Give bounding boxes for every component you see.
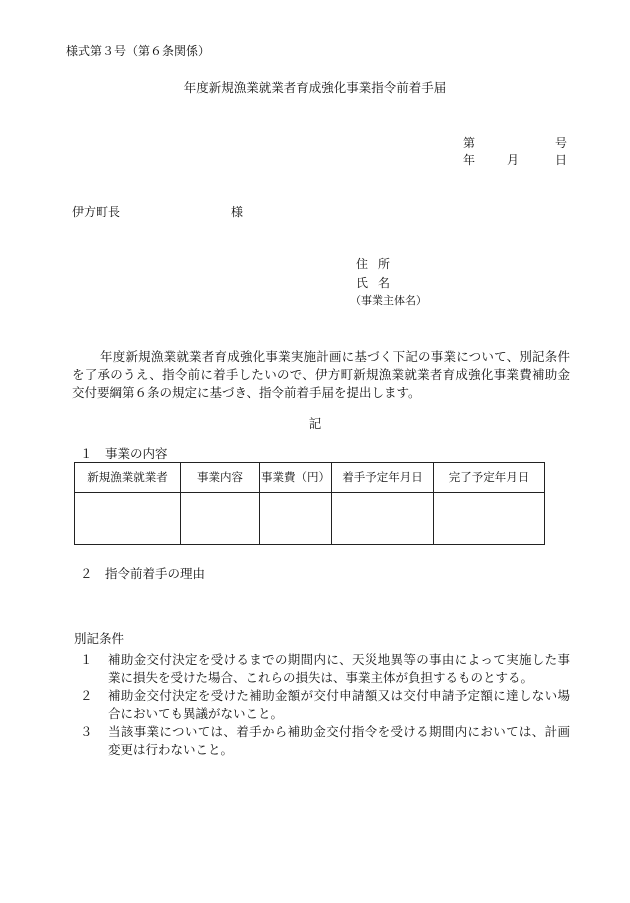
- section-2-title: ２ 指令前着手の理由: [80, 566, 206, 581]
- condition-item: [80, 723, 570, 759]
- date-year-label: 年: [463, 153, 476, 167]
- ki-heading: 記: [308, 416, 322, 431]
- cell-new-fisher[interactable]: [75, 493, 181, 545]
- addressee-honorific: 様: [231, 205, 244, 219]
- section-1-title: １ 事業の内容: [80, 446, 168, 461]
- header-new-fisher: 新規漁業就業者: [75, 463, 181, 493]
- date-row: [463, 153, 567, 167]
- document-title: 年度新規漁業就業者育成強化事業指令前着手届: [183, 80, 447, 95]
- notification-body-text: 年度新規漁業就業者育成強化事業実施計画に基づく下記の事業について、別記条件を了承のうえ、指令前に着手したいので、伊方町新規漁業就業者育成強化事業費補助金交付要綱第６条の規定に基づき、指令前着手届を提出します。: [72, 349, 570, 400]
- document-number-row: [463, 136, 567, 150]
- name-label: 氏名: [356, 276, 401, 290]
- form-number: 様式第３号（第６条関係）: [66, 44, 211, 58]
- number-suffix: 号: [554, 136, 567, 150]
- address-label: 住所: [356, 257, 401, 271]
- entity-name-label: （事業主体名）: [350, 294, 427, 307]
- date-day-label: 日: [554, 153, 567, 167]
- cell-project-cost[interactable]: [260, 493, 332, 545]
- condition-item: [80, 651, 570, 687]
- condition-text: 補助金交付決定を受けた補助金額が交付申請額又は交付申請予定額に達しない場合においても異議がないこと。: [108, 688, 570, 721]
- header-project-content: 事業内容: [181, 463, 260, 493]
- condition-text: 当該事業については、着手から補助金交付指令を受ける期間内においては、計画変更は行わないこと。: [108, 724, 570, 757]
- header-project-cost: 事業費（円）: [260, 463, 332, 493]
- header-completion-date: 完了予定年月日: [434, 463, 545, 493]
- condition-item: [80, 687, 570, 723]
- condition-number: １: [80, 652, 93, 667]
- header-start-date: 着手予定年月日: [332, 463, 434, 493]
- cell-project-content[interactable]: [181, 493, 260, 545]
- condition-number: ３: [80, 724, 93, 739]
- number-prefix: 第: [463, 136, 476, 150]
- cell-start-date[interactable]: [332, 493, 434, 545]
- condition-number: ２: [80, 688, 93, 703]
- conditions-title: 別記条件: [74, 631, 125, 646]
- project-content-table: [74, 462, 545, 545]
- date-month-label: 月: [506, 153, 519, 167]
- addressee-name: 伊方町長: [72, 205, 121, 219]
- table-header-row: [75, 463, 545, 493]
- cell-completion-date[interactable]: [434, 493, 545, 545]
- conditions-list: [80, 651, 570, 759]
- table-row: [75, 493, 545, 545]
- condition-text: 補助金交付決定を受けるまでの期間内に、天災地異等の事由によって実施した事業に損失を受けた場合、これらの損失は、事業主体が負担するものとする。: [108, 652, 570, 685]
